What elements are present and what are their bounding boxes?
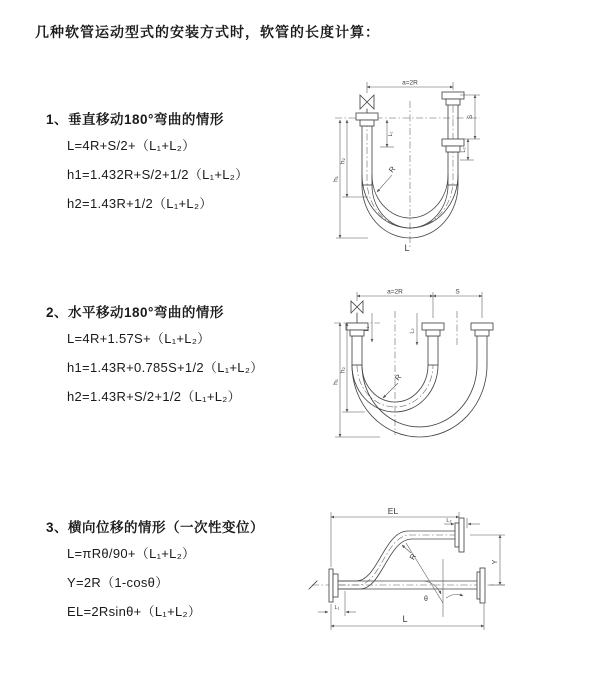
diagram-horizontal-180-bend — [310, 285, 590, 460]
flange — [360, 120, 374, 126]
dim-label-h1: h₁ — [332, 176, 340, 182]
flange — [471, 323, 493, 330]
diagram-lateral-displacement — [300, 505, 590, 645]
dim-label-l2: L₂ — [461, 147, 467, 153]
dim-label-h2: h₂ — [339, 157, 347, 165]
dim-label-l2: L₂ — [409, 328, 416, 334]
dim-label-s: S — [467, 114, 474, 120]
valve-icon — [351, 301, 363, 313]
flange — [356, 113, 378, 120]
braided-hose-section — [352, 336, 362, 365]
braided-hose-section — [428, 336, 438, 365]
dim-label-s: S — [455, 288, 460, 296]
flange — [422, 323, 444, 330]
formula-s1-l: L=4R+S/2+（L₁+L₂） — [67, 138, 196, 153]
flange — [455, 523, 459, 547]
dim-label-a2r: a=2R — [387, 288, 403, 296]
dim-label-l1: L₁ — [364, 326, 371, 332]
dim-label-l1: L₁ — [334, 605, 340, 611]
length-label: L — [404, 243, 410, 253]
flange — [477, 572, 480, 599]
flange — [329, 569, 333, 602]
section-2-heading: 2、水平移动180°弯曲的情形 — [46, 305, 224, 320]
section-1-heading: 1、垂直移动180°弯曲的情形 — [46, 112, 224, 127]
diagram-vertical-180-bend — [310, 75, 590, 255]
page-title: 几种软管运动型式的安装方式时，软管的长度计算： — [35, 24, 380, 40]
flange — [426, 330, 440, 336]
radius-label: R — [386, 164, 398, 175]
formula-s1-h2: h2=1.43R+1/2（L₁+L₂） — [67, 196, 213, 211]
section-horizontal-movement — [46, 301, 263, 410]
section-3-heading: 3、横向位移的情形（一次性变位） — [46, 520, 265, 535]
dim-label-y: Y — [492, 559, 499, 565]
flange — [442, 92, 464, 99]
formula-s3-l: L=πRθ/90+（L₁+L₂） — [67, 546, 196, 561]
flange — [459, 518, 464, 552]
radius-label: R — [392, 372, 404, 383]
radius-label: R — [407, 552, 419, 562]
dim-label-h1: h₁ — [332, 379, 340, 385]
section-lateral-displacement — [46, 516, 264, 625]
formula-s3-y: Y=2R（1-cosθ） — [67, 575, 169, 590]
dim-label-l1: L₁ — [388, 131, 394, 137]
dim-label-l2: L₂ — [446, 518, 452, 524]
formula-s1-h1: h1=1.432R+S/2+1/2（L₁+L₂） — [67, 167, 249, 182]
hose-outline — [352, 336, 487, 437]
formula-s2-h2: h2=1.43R+S/2+1/2（L₁+L₂） — [67, 389, 241, 404]
formula-s2-l: L=4R+1.57S+（L₁+L₂） — [67, 331, 211, 346]
section-vertical-movement — [46, 108, 248, 217]
angle-label: θ — [424, 596, 428, 603]
dim-label-h2: h₂ — [339, 366, 347, 374]
flange — [350, 330, 364, 336]
dim-label-l: L — [402, 614, 408, 624]
dim-label-el: EL — [387, 506, 399, 516]
valve-icon — [360, 95, 374, 109]
flange — [480, 568, 485, 603]
flange — [475, 330, 489, 336]
dimension-lines — [318, 512, 505, 630]
flange — [333, 574, 338, 597]
angle-construction — [406, 543, 463, 617]
flange — [442, 139, 464, 146]
formula-s3-el: EL=2Rsinθ+（L₁+L₂） — [67, 604, 202, 619]
dim-label-a2r: a=2R — [402, 79, 418, 87]
formula-s2-h1: h1=1.43R+0.785S+1/2（L₁+L₂） — [67, 360, 264, 375]
flange — [446, 146, 460, 152]
flange — [446, 99, 460, 105]
